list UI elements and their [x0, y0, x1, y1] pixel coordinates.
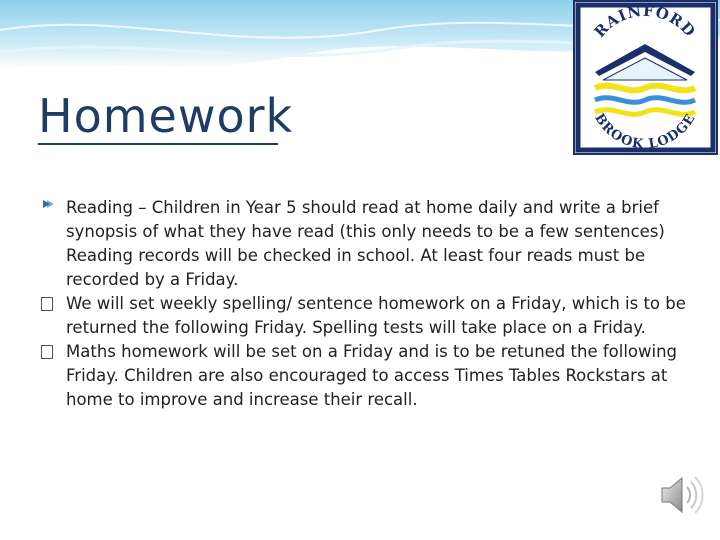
flag-bullet-icon [40, 196, 64, 224]
bullet-maths [40, 340, 700, 412]
bullet-text: We will set weekly spelling/ sentence homework on a Friday, which is to be returned the following Friday. Spelling tests will take place on a Friday. [66, 294, 686, 337]
school-logo [573, 0, 718, 155]
bullet-spelling [40, 292, 700, 340]
logo-text-bottom: BROOK LODGE [591, 111, 699, 153]
box-bullet-icon [41, 297, 53, 311]
title-underline [38, 143, 278, 145]
logo-text-top: RAINFORD [590, 1, 700, 41]
bullet-reading [40, 196, 700, 292]
bullet-text: Maths homework will be set on a Friday and is to be retuned the following Friday. Children are also encouraged to access Times Tables Rockstars at home to improve and increase their recall. [66, 342, 678, 409]
speaker-icon[interactable] [656, 470, 706, 520]
box-bullet-icon [41, 345, 53, 359]
homework-bullet-list [40, 196, 700, 412]
slide-title: Homework [38, 89, 294, 143]
bullet-text: Reading – Children in Year 5 should read at home daily and write a brief synopsis of what they have read (this only needs to be a few sentences) Reading records will be checked in school. At least four reads must be recorded by a Friday. [66, 198, 665, 289]
